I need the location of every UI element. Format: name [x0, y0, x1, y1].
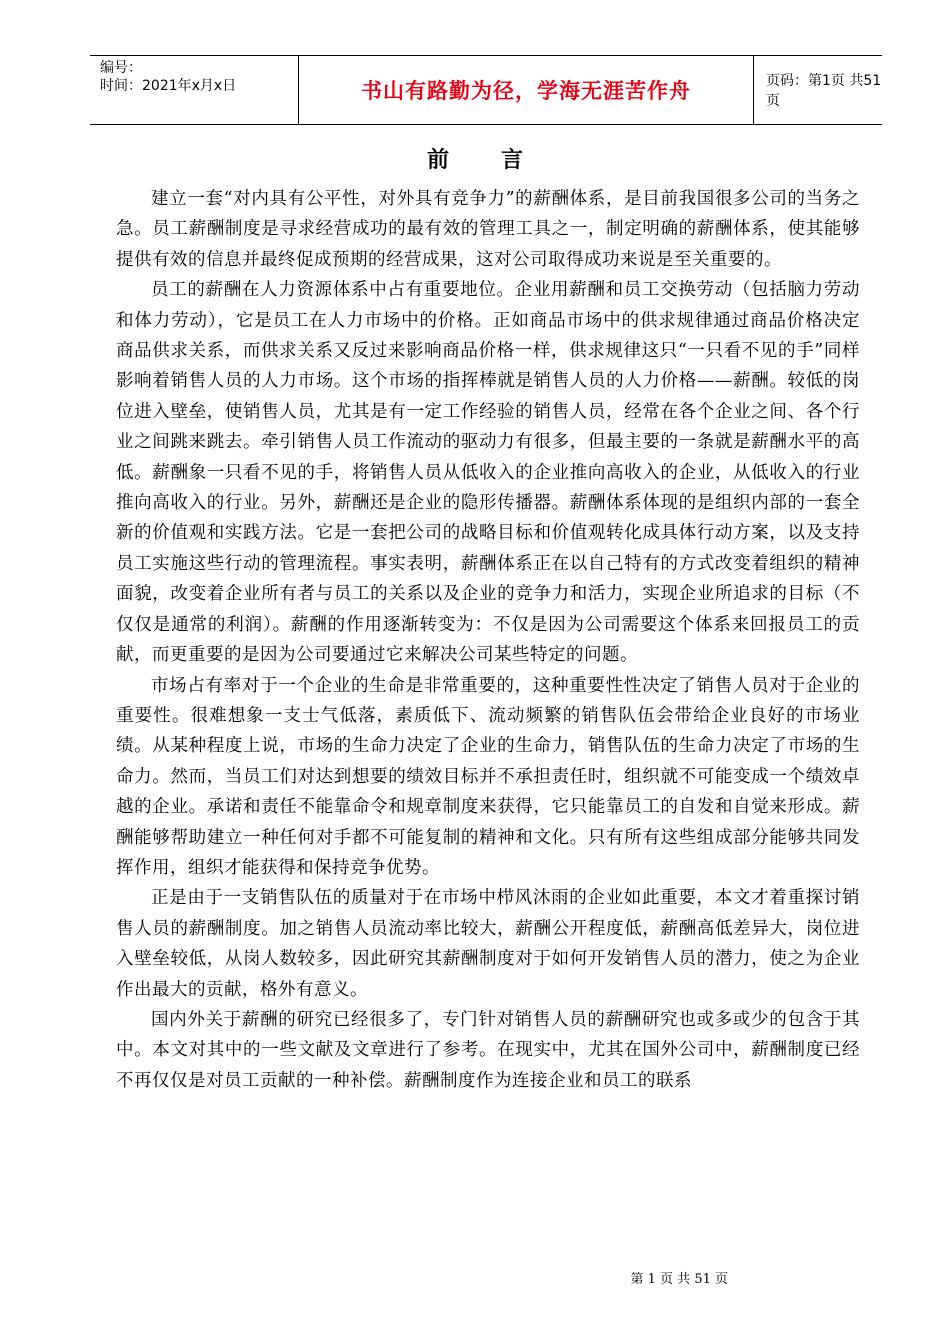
header-motto: 书山有路勤为径，学海无涯苦作舟: [299, 56, 754, 124]
paragraph: 建立一套“对内具有公平性，对外具有竞争力”的薪酬体系，是目前我国很多公司的当务之急。员工薪酬制度是寻求经营成功的最有效的管理工具之一，制定明确的薪酬体系，使其能够提供有效的信息并最终促成预期的经营成果，这对公司取得成功来说是至关重要的。: [116, 189, 860, 270]
paragraph: 国内外关于薪酬的研究已经很多了，专门针对销售人员的薪酬研究也或多或少的包含于其中。本文对其中的一些文献及文章进行了参考。在现实中，尤其在国外公司中，薪酬制度已经不再仅仅是对员工贡献的一种补偿。薪酬制度作为连接企业和员工的联系: [116, 1009, 860, 1091]
paragraph: 正是由于一支销售队伍的质量对于在市场中栉风沐雨的企业如此重要，本文才着重探讨销售人员的薪酬制度。加之销售人员流动率比较大，薪酬公开程度低，薪酬高低差异大，岗位进入壁垒较低，从岗人数较多，因此研究其薪酬制度对于如何开发销售人员的潜力，使之为企业作出最大的贡献，格外有意义。: [116, 888, 860, 1000]
paragraph: 市场占有率对于一个企业的生命是非常重要的，这种重要性性决定了销售人员对于企业的重要性。很难想象一支士气低落，素质低下、流动频繁的销售队伍会带给企业良好的市场业绩。从某种程度上说，市场的生命力决定了企业的生命力，销售队伍的生命力决定了市场的生命力。然而，当员工们对达到想要的绩效目标并不承担责任时，组织就不可能变成一个绩效卓越的企业。承诺和责任不能靠命令和规章制度来获得，它只能靠员工的自发和自觉来形成。薪酬能够帮助建立一种任何对手都不可能复制的精神和文化。只有所有这些组成部分能够共同发挥作用，组织才能获得和保持竞争优势。: [116, 675, 860, 878]
serial-number-label: 编号：: [100, 60, 142, 76]
document-body: [116, 184, 860, 1096]
date-line: 时间：2021年x月x日: [100, 78, 237, 94]
document-header: [90, 55, 882, 125]
page-footer: 第 1 页 共 51 页: [630, 1272, 728, 1287]
document-title: 前言: [426, 148, 575, 173]
header-page-info: 页码：第1页 共51页: [766, 73, 882, 109]
paragraph: 员工的薪酬在人力资源体系中占有重要地位。企业用薪酬和员工交换劳动（包括脑力劳动和体力劳动），它是员工在人力市场中的价格。正如商品市场中的供求规律通过商品价格决定商品供求关系，而供求关系又反过来影响商品价格一样，供求规律这只“一只看不见的手”同样影响着销售人员的人力市场。这个市场的指挥棒就是销售人员的人力价格——薪酬。较低的岗位进入壁垒，使销售人员，尤其是有一定工作经验的销售人员，经常在各个企业之间、各个行业之间跳来跳去。牵引销售人员工作流动的驱动力有很多，但最主要的一条就是薪酬水平的高低。薪酬象一只看不见的手，将销售人员从低收入的企业推向高收入的企业，从低收入的行业推向高收入的行业。另外，薪酬还是企业的隐形传播器。薪酬体系体现的是组织内部的一套全新的价值观和实践方法。它是一套把公司的战略目标和价值观转化成具体行动方案，以及支持员工实施这些行动的管理流程。事实表明，薪酬体系正在以自己特有的方式改变着组织的精神面貌，改变着企业所有者与员工的关系以及企业的竞争力和活力，实现企业所追求的目标（不仅仅是通常的利润）。薪酬的作用逐渐转变为：不仅是因为公司需要这个体系来回报员工的贡献，而更重要的是因为公司要通过它来解决公司某些特定的问题。: [116, 280, 860, 666]
header-meta-cell: [90, 56, 299, 124]
